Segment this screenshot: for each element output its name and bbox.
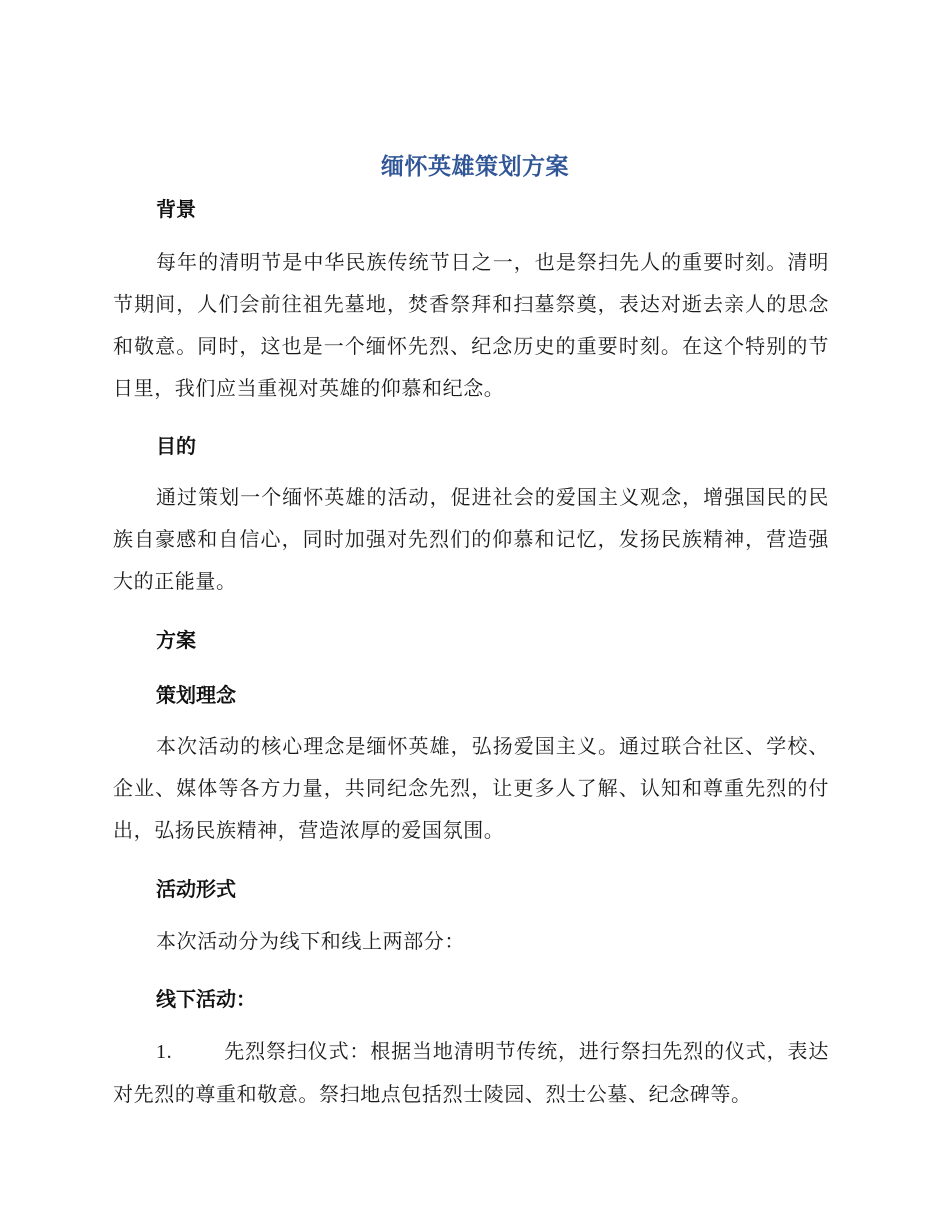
paragraph-concept: 本次活动的核心理念是缅怀英雄，弘扬爱国主义。通过联合社区、学校、企业、媒体等各方力量，共同纪念先烈，让更多人了解、认知和尊重先烈的付出，弘扬民族精神，营造浓厚的爱国氛围。 <box>113 734 829 842</box>
list-item-text: 先烈祭扫仪式：根据当地清明节传统，进行祭扫先烈的仪式，表达对先烈的尊重和敬意。祭扫地点包括烈士陵园、烈士公墓、纪念碑等。 <box>113 1039 829 1106</box>
paragraph-background: 每年的清明节是中华民族传统节日之一，也是祭扫先人的重要时刻。清明节期间，人们会前往祖先墓地，焚香祭拜和扫墓祭奠，表达对逝去亲人的思念和敬意。同时，这也是一个缅怀先烈、纪念历史的重要时刻。在这个特别的节日里，我们应当重视对英雄的仰慕和纪念。 <box>113 250 829 400</box>
heading-format: 活动形式 <box>156 877 236 901</box>
paragraph-purpose: 通过策划一个缅怀英雄的活动，促进社会的爱国主义观念，增强国民的民族自豪感和自信心，同时加强对先烈们的仰慕和记忆，发扬民族精神，营造强大的正能量。 <box>113 485 829 593</box>
document-title: 缅怀英雄策划方案 <box>381 154 569 180</box>
list-item-number: 1. <box>156 1041 173 1063</box>
heading-background: 背景 <box>156 197 196 221</box>
heading-concept: 策划理念 <box>156 683 236 707</box>
heading-purpose: 目的 <box>156 434 196 458</box>
list-item <box>113 1030 829 1115</box>
heading-plan: 方案 <box>156 628 196 652</box>
paragraph-format: 本次活动分为线下和线上两部分： <box>156 929 465 953</box>
heading-offline: 线下活动： <box>156 987 256 1011</box>
